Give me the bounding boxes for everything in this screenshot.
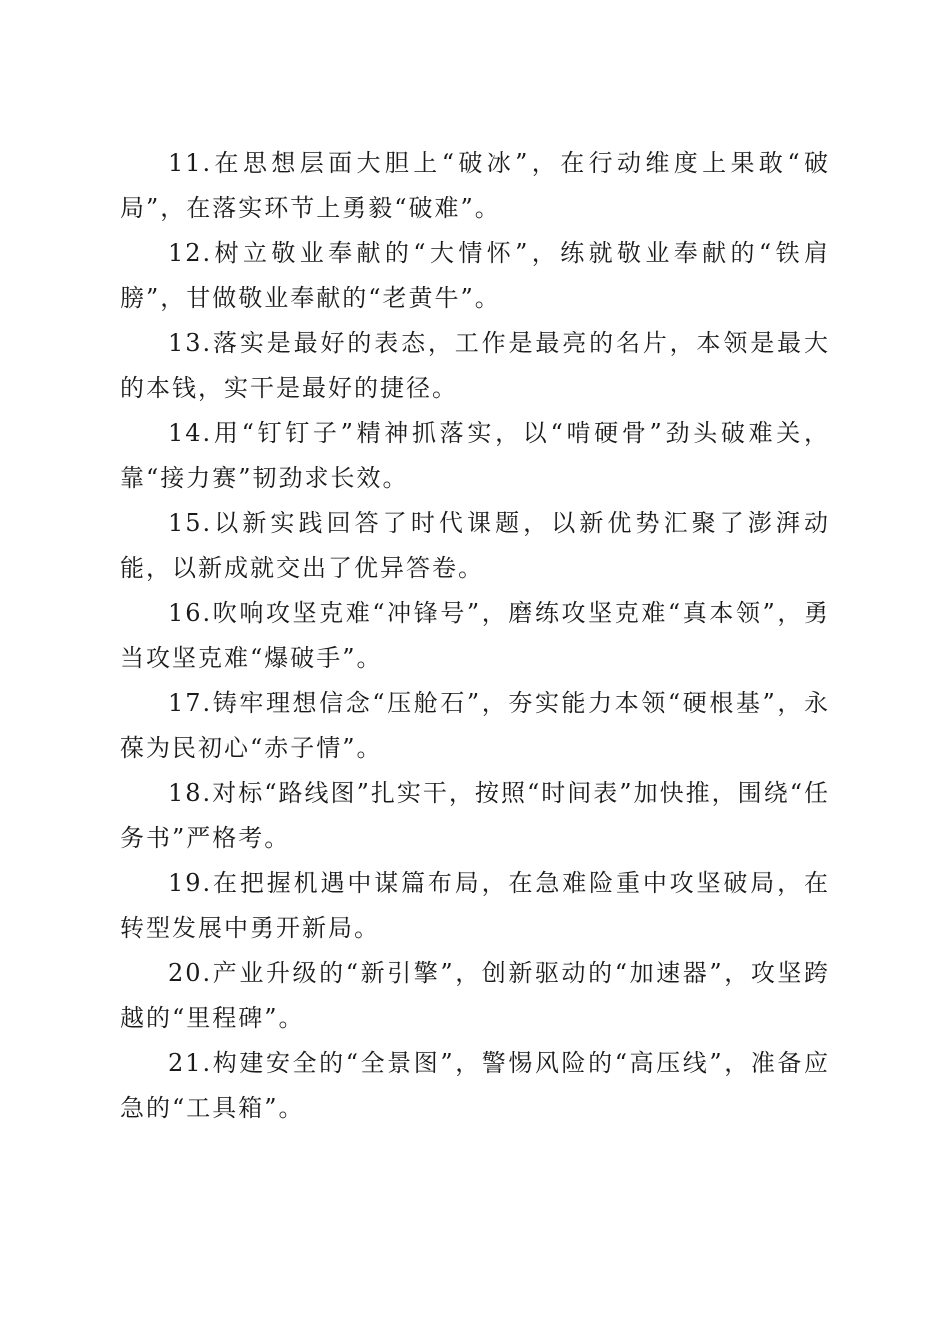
document-body: [120, 141, 830, 1131]
paragraph-16: 16.吹响攻坚克难“冲锋号”，磨练攻坚克难“真本领”，勇当攻坚克难“爆破手”。: [120, 599, 830, 672]
paragraph-20: 20.产业升级的“新引擎”，创新驱动的“加速器”，攻坚跨越的“里程碑”。: [120, 959, 830, 1032]
paragraph-15: 15.以新实践回答了时代课题，以新优势汇聚了澎湃动能，以新成就交出了优异答卷。: [120, 509, 830, 582]
paragraph-21: 21.构建安全的“全景图”，警惕风险的“高压线”，准备应急的“工具箱”。: [120, 1049, 830, 1122]
paragraph-19: 19.在把握机遇中谋篇布局，在急难险重中攻坚破局，在转型发展中勇开新局。: [120, 869, 830, 942]
paragraph-13: 13.落实是最好的表态，工作是最亮的名片，本领是最大的本钱，实干是最好的捷径。: [120, 329, 830, 402]
paragraph-11: 11.在思想层面大胆上“破冰”，在行动维度上果敢“破局”，在落实环节上勇毅“破难”。: [120, 149, 830, 222]
paragraph-17: 17.铸牢理想信念“压舱石”，夯实能力本领“硬根基”，永葆为民初心“赤子情”。: [120, 689, 830, 762]
paragraph-14: 14.用“钉钉子”精神抓落实，以“啃硬骨”劲头破难关，靠“接力赛”韧劲求长效。: [120, 419, 830, 492]
paragraph-12: 12.树立敬业奉献的“大情怀”，练就敬业奉献的“铁肩膀”，甘做敬业奉献的“老黄牛”。: [120, 239, 830, 312]
paragraph-18: 18.对标“路线图”扎实干，按照“时间表”加快推，围绕“任务书”严格考。: [120, 779, 830, 852]
